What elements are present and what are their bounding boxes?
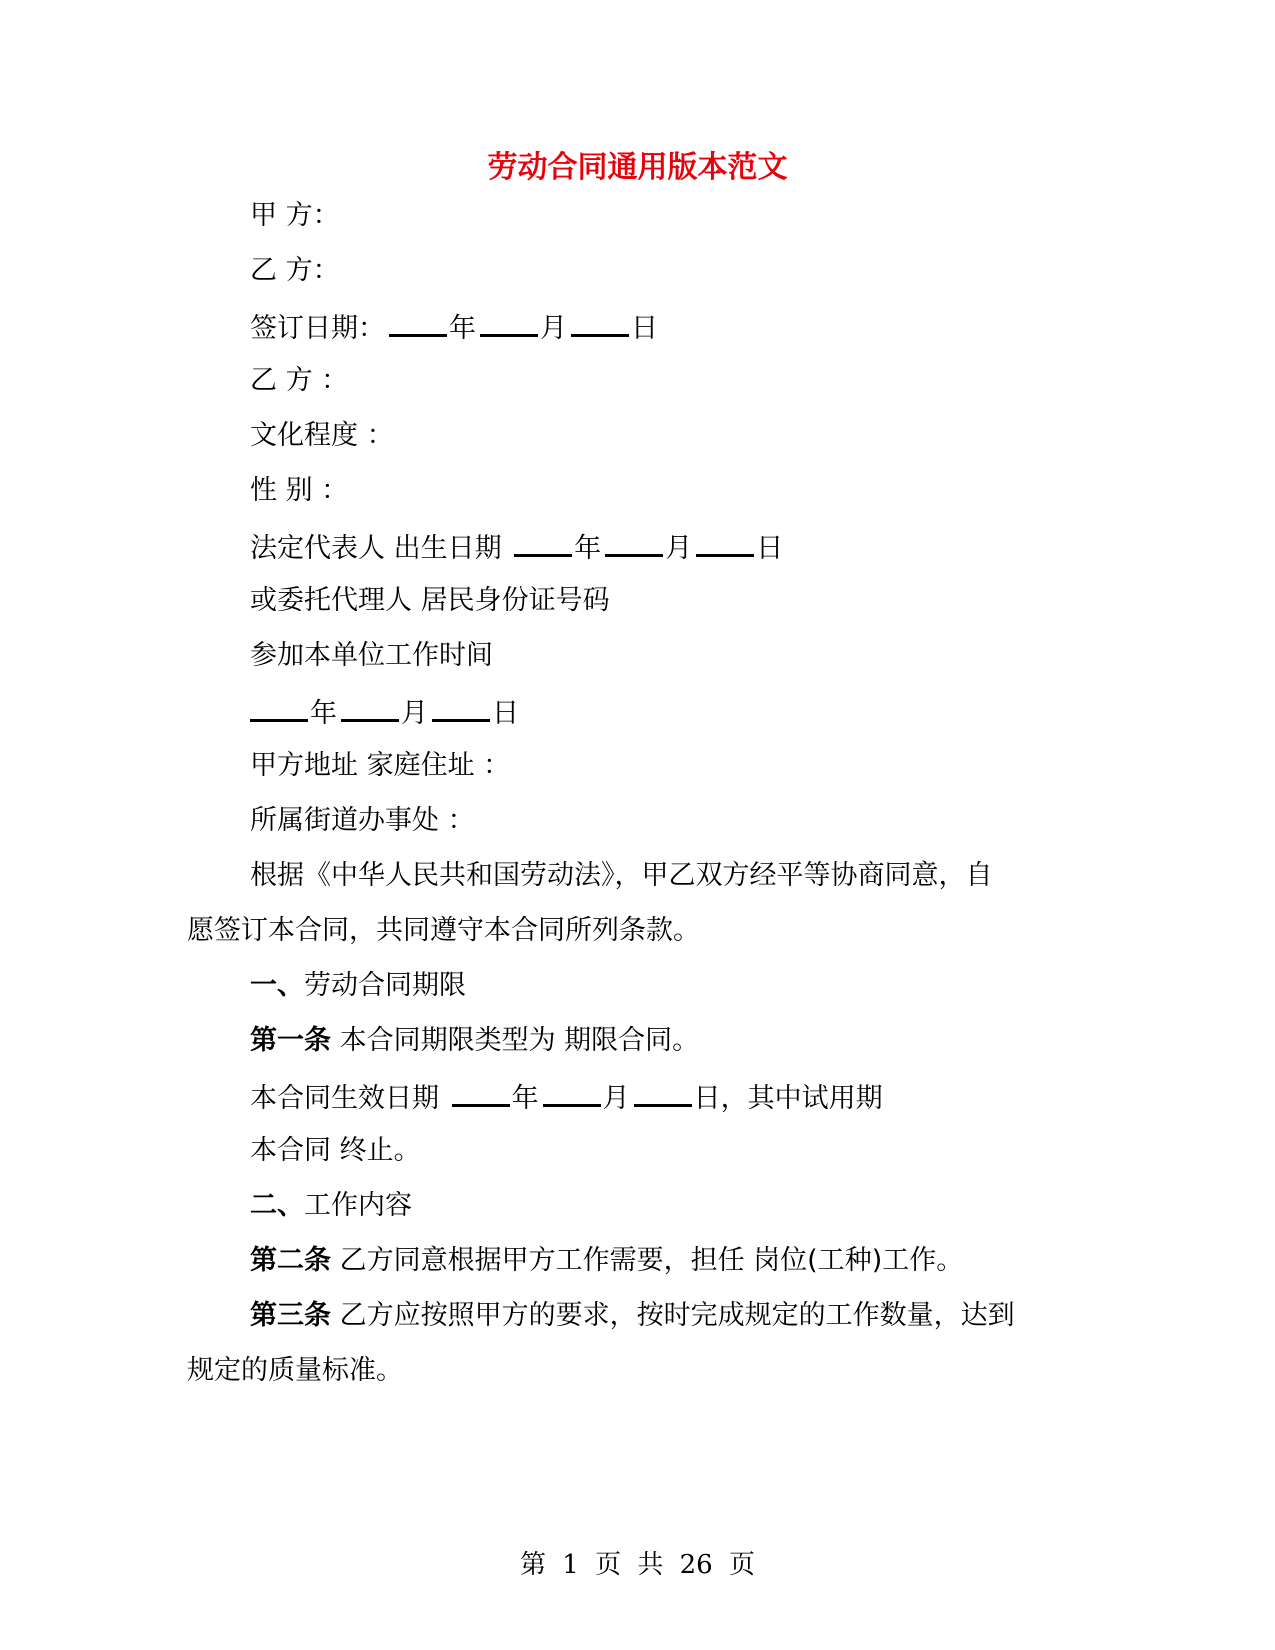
party-a-line: 甲 方： bbox=[250, 200, 340, 231]
month-label: 月 bbox=[540, 313, 567, 344]
sign-date-label: 签订日期： bbox=[250, 313, 385, 344]
section1-heading bbox=[250, 968, 466, 1004]
month-label: 月 bbox=[401, 698, 428, 729]
article2-text: 乙方同意根据甲方工作需要，担任 岗位(工种)工作。 bbox=[331, 1245, 964, 1276]
article2-line bbox=[250, 1243, 963, 1279]
blank-field bbox=[452, 1078, 510, 1107]
join-time-line: 参加本单位工作时间 bbox=[250, 640, 493, 671]
blank-field bbox=[389, 308, 447, 337]
day-label: 日 bbox=[756, 533, 784, 564]
month-label: 月 bbox=[665, 533, 693, 564]
month-label: 月 bbox=[602, 1083, 630, 1114]
legal-rep-birth-line bbox=[250, 528, 783, 567]
article3-text: 乙方应按照甲方的要求，按时完成规定的工作数量，达到 bbox=[331, 1300, 1015, 1331]
join-date-line bbox=[250, 693, 519, 732]
article1-text: 本合同期限类型为 期限合同。 bbox=[331, 1025, 700, 1056]
gender-line: 性 别 ： bbox=[250, 475, 349, 506]
street-office-line: 所属街道办事处 ： bbox=[250, 805, 475, 836]
article1-label: 第一条 bbox=[250, 1025, 331, 1056]
party-b2-line: 乙 方 ： bbox=[250, 365, 349, 396]
sign-date-line bbox=[250, 308, 658, 347]
year-label: 年 bbox=[310, 698, 337, 729]
section2-number: 二、 bbox=[250, 1190, 304, 1221]
agent-id-line: 或委托代理人 居民身份证号码 bbox=[250, 585, 610, 616]
article3-label: 第三条 bbox=[250, 1300, 331, 1331]
blank-field bbox=[432, 693, 490, 722]
blank-field bbox=[634, 1078, 692, 1107]
day-label: 日 bbox=[693, 1083, 721, 1114]
article1-line bbox=[250, 1023, 699, 1059]
article3-line bbox=[250, 1298, 1015, 1334]
year-label: 年 bbox=[511, 1083, 539, 1114]
blank-field bbox=[571, 308, 629, 337]
year-label: 年 bbox=[574, 533, 602, 564]
education-line: 文化程度 ： bbox=[250, 420, 394, 451]
blank-field bbox=[250, 693, 308, 722]
blank-field bbox=[543, 1078, 601, 1107]
intro-paragraph-line1: 根据《中华人民共和国劳动法》，甲乙双方经平等协商同意，自 bbox=[250, 860, 993, 891]
article3-continuation: 规定的质量标准。 bbox=[187, 1355, 403, 1386]
effective-date-label: 本合同生效日期 bbox=[250, 1083, 439, 1114]
section2-title: 工作内容 bbox=[304, 1190, 412, 1221]
blank-field bbox=[480, 308, 538, 337]
document-title: 劳动合同通用版本范文 bbox=[487, 150, 788, 185]
day-label: 日 bbox=[631, 313, 658, 344]
termination-line: 本合同 终止。 bbox=[250, 1135, 421, 1166]
probation-text: ，其中试用期 bbox=[720, 1083, 883, 1114]
blank-field bbox=[514, 528, 572, 557]
day-label: 日 bbox=[492, 698, 519, 729]
effective-date-line bbox=[250, 1078, 883, 1117]
intro-paragraph-line2: 愿签订本合同，共同遵守本合同所列条款。 bbox=[187, 915, 700, 946]
legal-rep-birth-label: 法定代表人 出生日期 bbox=[250, 533, 502, 564]
year-label: 年 bbox=[449, 313, 476, 344]
party-b-line: 乙 方： bbox=[250, 255, 340, 286]
address-line: 甲方地址 家庭住址 ： bbox=[250, 750, 511, 781]
page-footer: 第 1 页 共 26 页 bbox=[520, 1550, 755, 1580]
blank-field bbox=[696, 528, 754, 557]
blank-field bbox=[605, 528, 663, 557]
article2-label: 第二条 bbox=[250, 1245, 331, 1276]
section2-heading bbox=[250, 1188, 412, 1224]
section1-title: 劳动合同期限 bbox=[304, 970, 466, 1001]
section1-number: 一、 bbox=[250, 970, 304, 1001]
blank-field bbox=[341, 693, 399, 722]
